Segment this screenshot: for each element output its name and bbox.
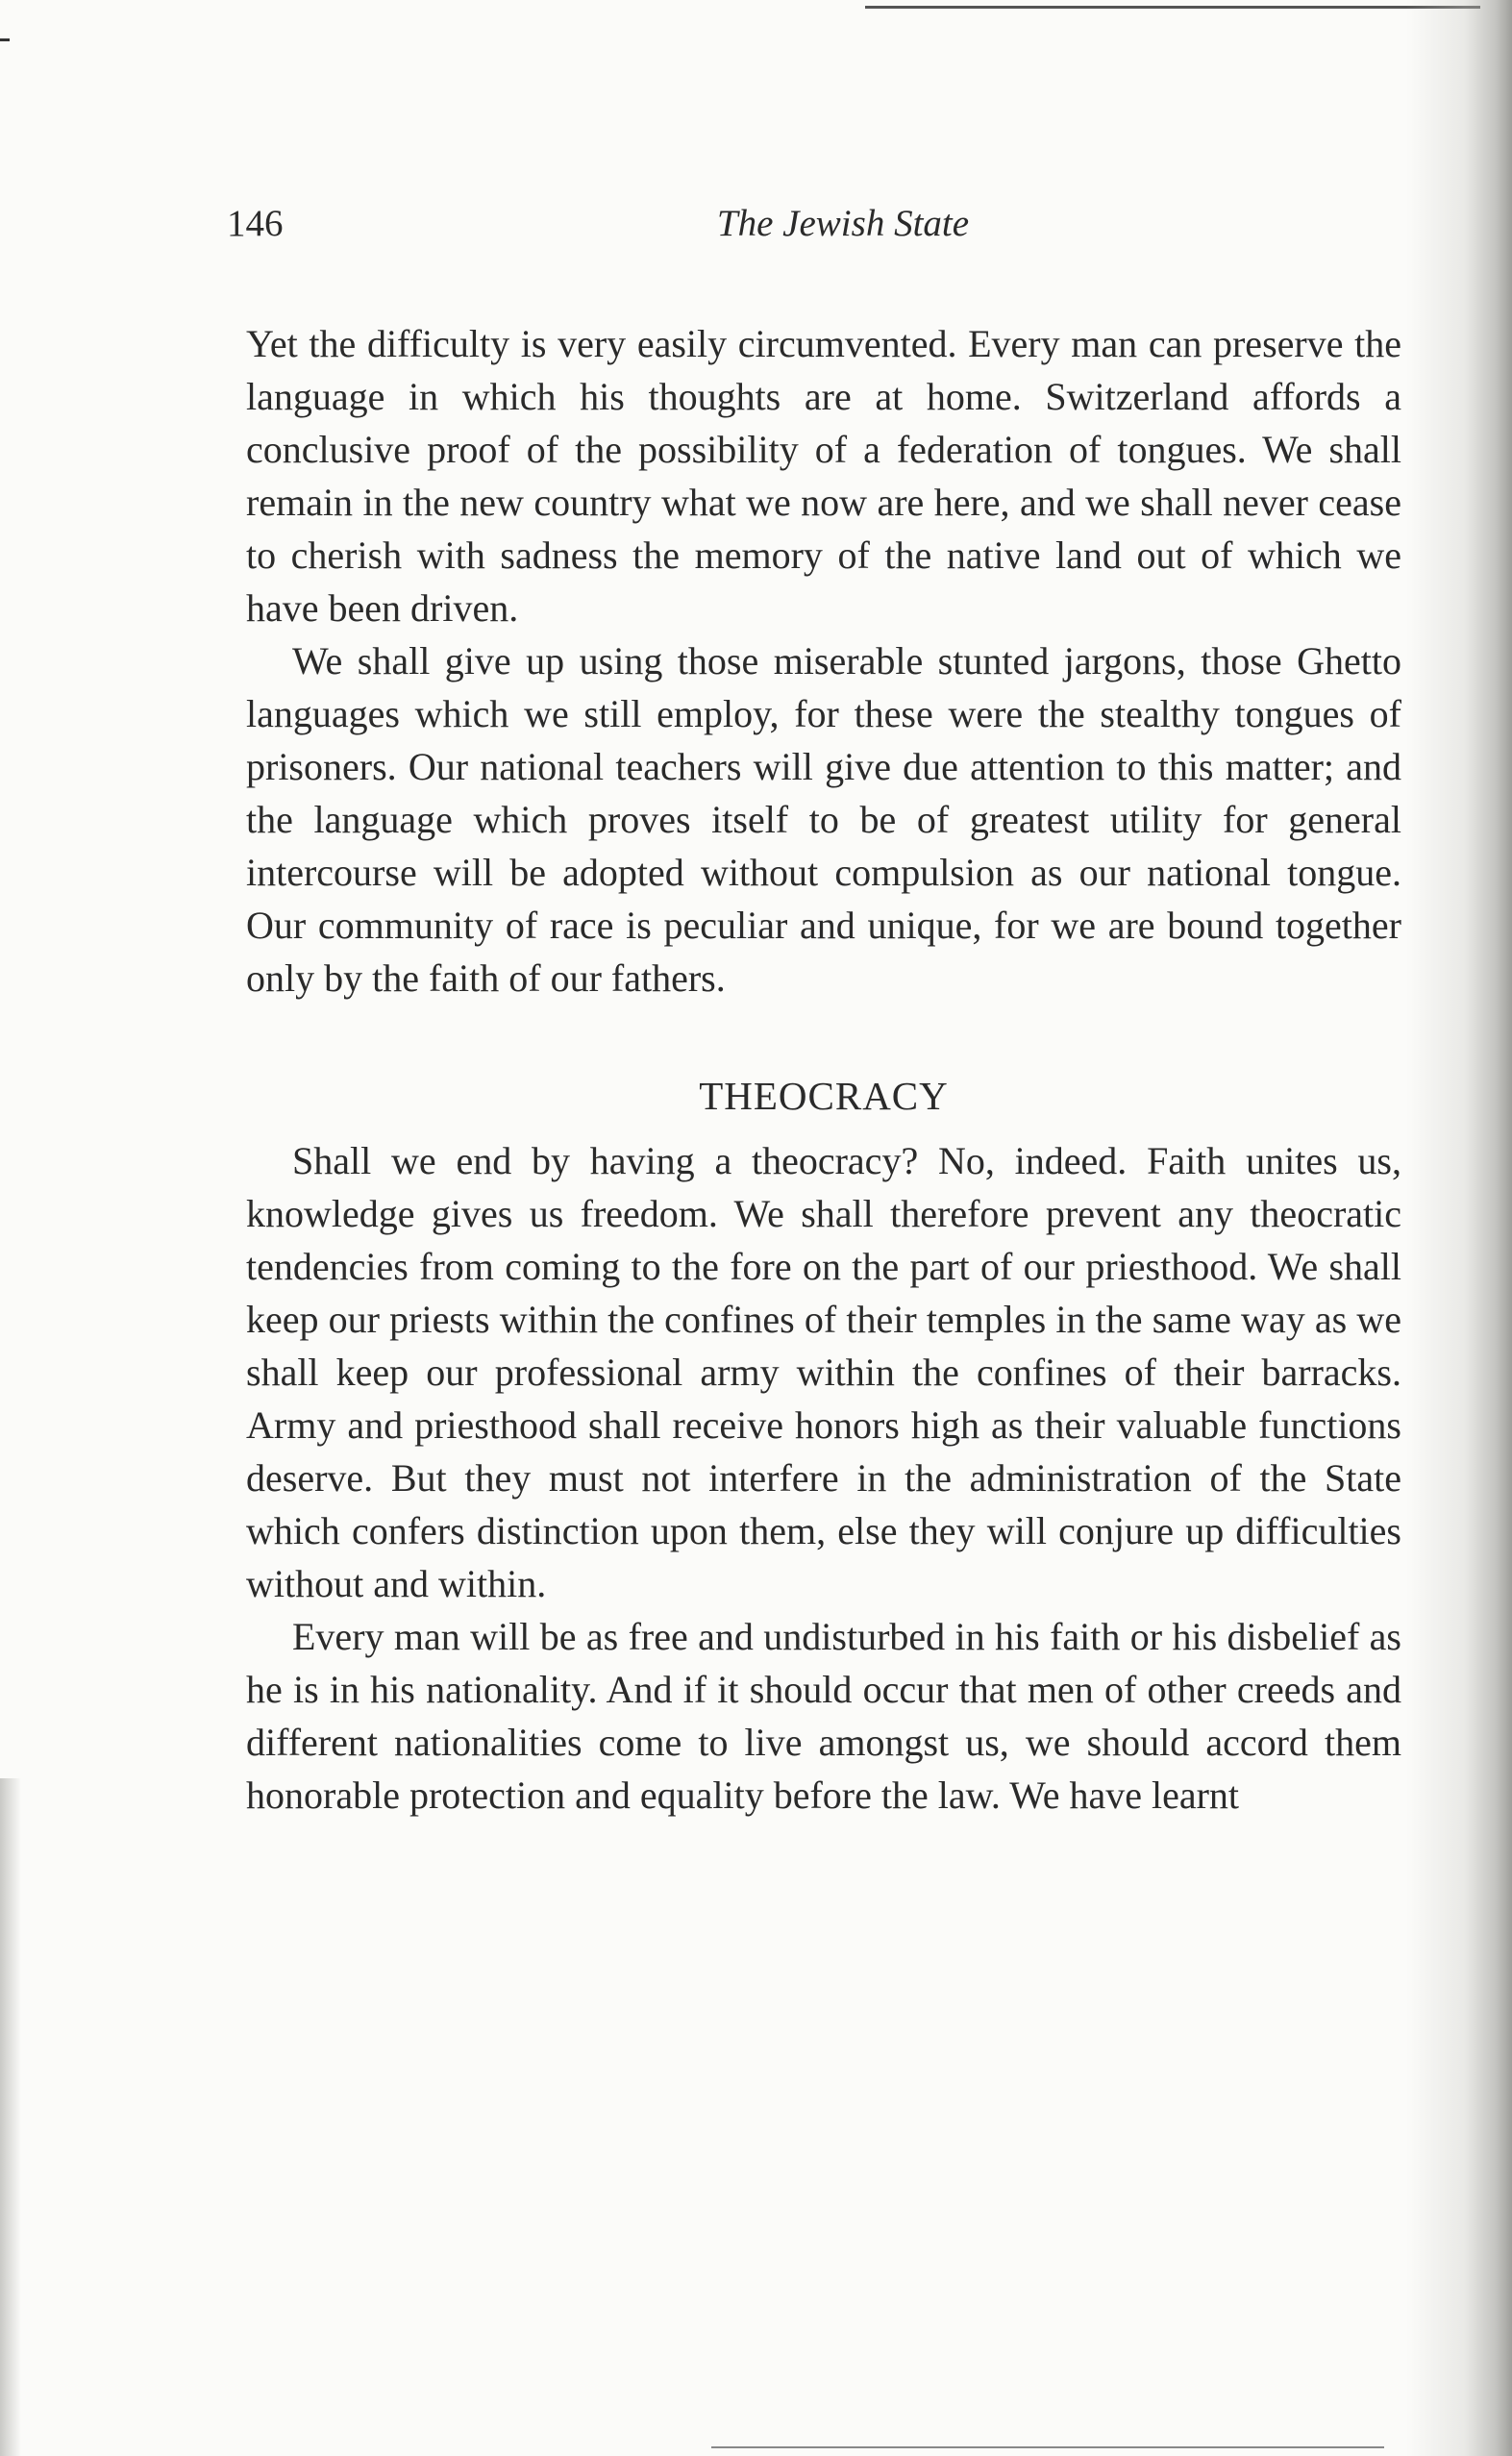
- page-number: 146: [227, 203, 284, 244]
- scan-edge-line-top: [865, 6, 1480, 9]
- paragraph: Every man will be as free and undisturbed in his faith or his disbelief as he is in his nationality. And if it should occur that men of other creeds and different nationalities come to live amongst us, we should accord them honorable protection and equality before the law. We have learnt: [246, 1615, 1401, 1817]
- page-edge-shadow-right: [1406, 0, 1512, 2456]
- paragraph: We shall give up using those miserable stunted jargons, those Ghetto languages which we still employ, for these were the stealthy tongues of prisoners. Our national teachers will give due attention to this matter; and the language which proves itself to be of greatest utility for general intercourse will be adopted without compulsion as our national tongue. Our community of race is peculiar and unique, for we are bound together only by the faith of our fathers.: [246, 639, 1401, 1000]
- section-heading: THEOCRACY: [699, 1074, 949, 1118]
- body-text: [246, 317, 1401, 1822]
- scan-edge-line-bottom: [711, 2446, 1384, 2448]
- page-edge-shadow-left: [0, 1778, 21, 2456]
- scan-corner-mark: [0, 38, 10, 41]
- running-head: [227, 202, 1401, 260]
- paragraph: Shall we end by having a theocracy? No, indeed. Faith unites us, knowledge gives us freedom. We shall therefore prevent any theocratic tendencies from coming to the fore on the part of our priesthood. We shall keep our priests within the confines of their temples in the same way as we shall keep our professional army within the confines of their barracks. Army and priesthood shall receive honors high as their valuable functions deserve. But they must not interfere in the administration of the State which confers distinction upon them, else they will conjure up difficulties without and within.: [246, 1139, 1401, 1605]
- paragraph: Yet the difficulty is very easily circumvented. Every man can preserve the language in which his thoughts are at home. Switzerland affords a conclusive proof of the possibility of a federation of tongues. We shall remain in the new country what we now are here, and we shall never cease to cherish with sadness the memory of the native land out of which we have been driven.: [246, 322, 1401, 630]
- book-title: The Jewish State: [716, 203, 970, 244]
